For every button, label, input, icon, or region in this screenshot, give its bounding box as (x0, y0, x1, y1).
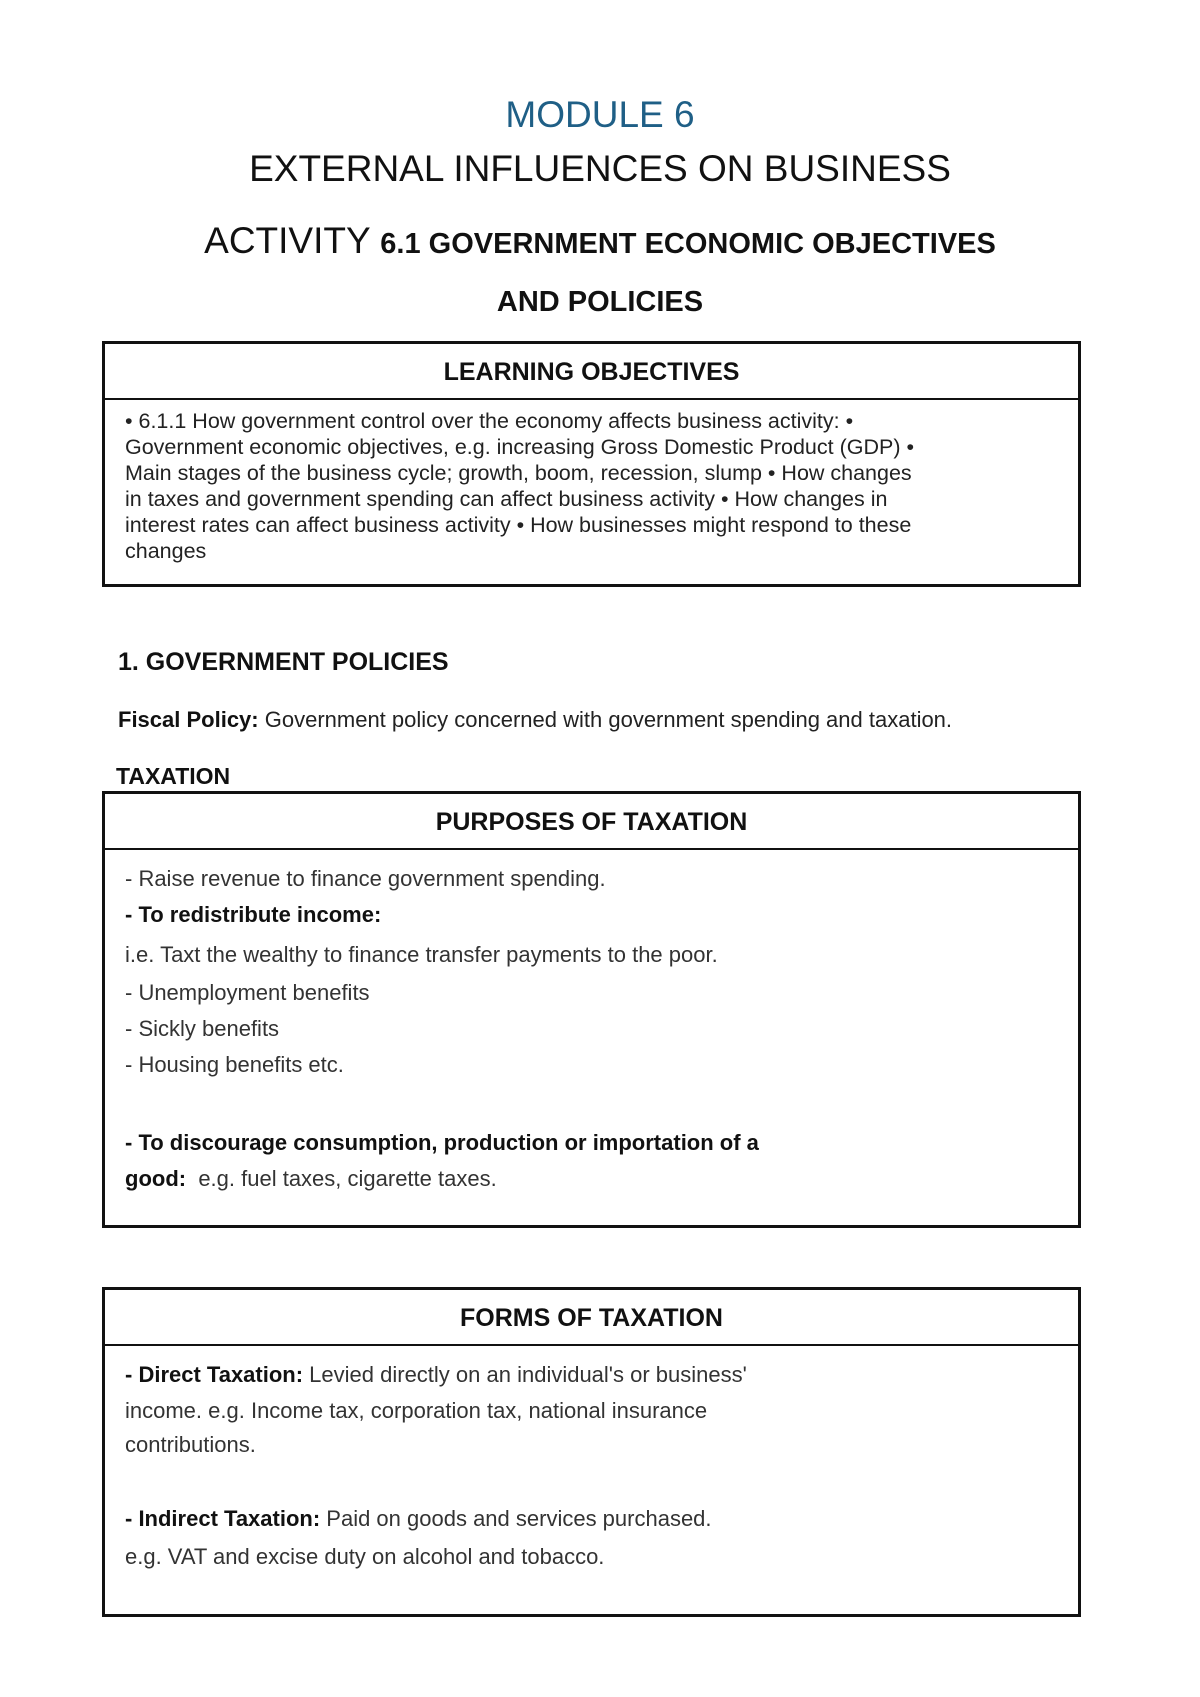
list-item: i.e. Taxt the wealthy to finance transfer payments to the poor. (125, 942, 718, 967)
activity-prefix: ACTIVITY (204, 220, 371, 261)
fiscal-policy-definition (118, 707, 952, 733)
learning-objectives-body (105, 400, 1078, 564)
objective-line: in taxes and government spending can affect business activity • How changes in (125, 487, 888, 511)
module-title: EXTERNAL INFLUENCES ON BUSINESS (249, 148, 951, 189)
list-item: - Raise revenue to finance government spending. (125, 866, 606, 891)
module-number: MODULE 6 (505, 94, 695, 135)
forms-heading: FORMS OF TAXATION (105, 1290, 1078, 1346)
taxation-label: TAXATION (116, 763, 231, 789)
list-item-bold: - To discourage consumption, production or importation of a (125, 1130, 759, 1155)
objective-line: interest rates can affect business activity • How businesses might respond to these (125, 513, 912, 537)
list-item: income. e.g. Income tax, corporation tax, national insurance (125, 1398, 708, 1423)
list-item: e.g. VAT and excise duty on alcohol and tobacco. (125, 1544, 605, 1569)
list-item-text: e.g. fuel taxes, cigarette taxes. (186, 1166, 497, 1191)
fiscal-policy-text: Government policy concerned with government spending and taxation. (258, 707, 953, 732)
purposes-of-taxation-box (102, 791, 1081, 1228)
activity-title-line2: AND POLICIES (496, 286, 704, 318)
list-item (125, 1362, 747, 1388)
forms-of-taxation-box (102, 1287, 1081, 1617)
objective-line: • 6.1.1 How government control over the economy affects business activity: • (125, 409, 854, 433)
purposes-heading: PURPOSES OF TAXATION (105, 794, 1078, 850)
direct-taxation-text: Levied directly on an individual's or business' (303, 1362, 747, 1387)
indirect-taxation-label: - Indirect Taxation: (125, 1506, 321, 1531)
list-item (125, 1166, 497, 1192)
activity-title (0, 222, 1200, 259)
section-heading: 1. GOVERNMENT POLICIES (118, 648, 449, 676)
objective-line: changes (125, 539, 207, 563)
list-item (125, 1506, 712, 1532)
list-item (125, 1130, 759, 1156)
list-item: - Sickly benefits (125, 1016, 280, 1041)
objective-line: Government economic objectives, e.g. increasing Gross Domestic Product (GDP) • (125, 435, 914, 459)
list-item (125, 902, 381, 928)
list-item: - Housing benefits etc. (125, 1052, 344, 1077)
list-item: - Unemployment benefits (125, 980, 370, 1005)
objective-line: Main stages of the business cycle; growth, boom, recession, slump • How changes (125, 461, 912, 485)
activity-title-text: 6.1 GOVERNMENT ECONOMIC OBJECTIVES (380, 228, 996, 260)
list-item: contributions. (125, 1432, 256, 1457)
fiscal-policy-label: Fiscal Policy: (118, 707, 259, 732)
direct-taxation-label: - Direct Taxation: (125, 1362, 304, 1387)
indirect-taxation-text: Paid on goods and services purchased. (320, 1506, 712, 1531)
learning-objectives-heading: LEARNING OBJECTIVES (105, 344, 1078, 400)
learning-objectives-box (102, 341, 1081, 587)
list-item-bold: good: (125, 1166, 187, 1191)
list-item-bold: - To redistribute income: (125, 902, 382, 927)
